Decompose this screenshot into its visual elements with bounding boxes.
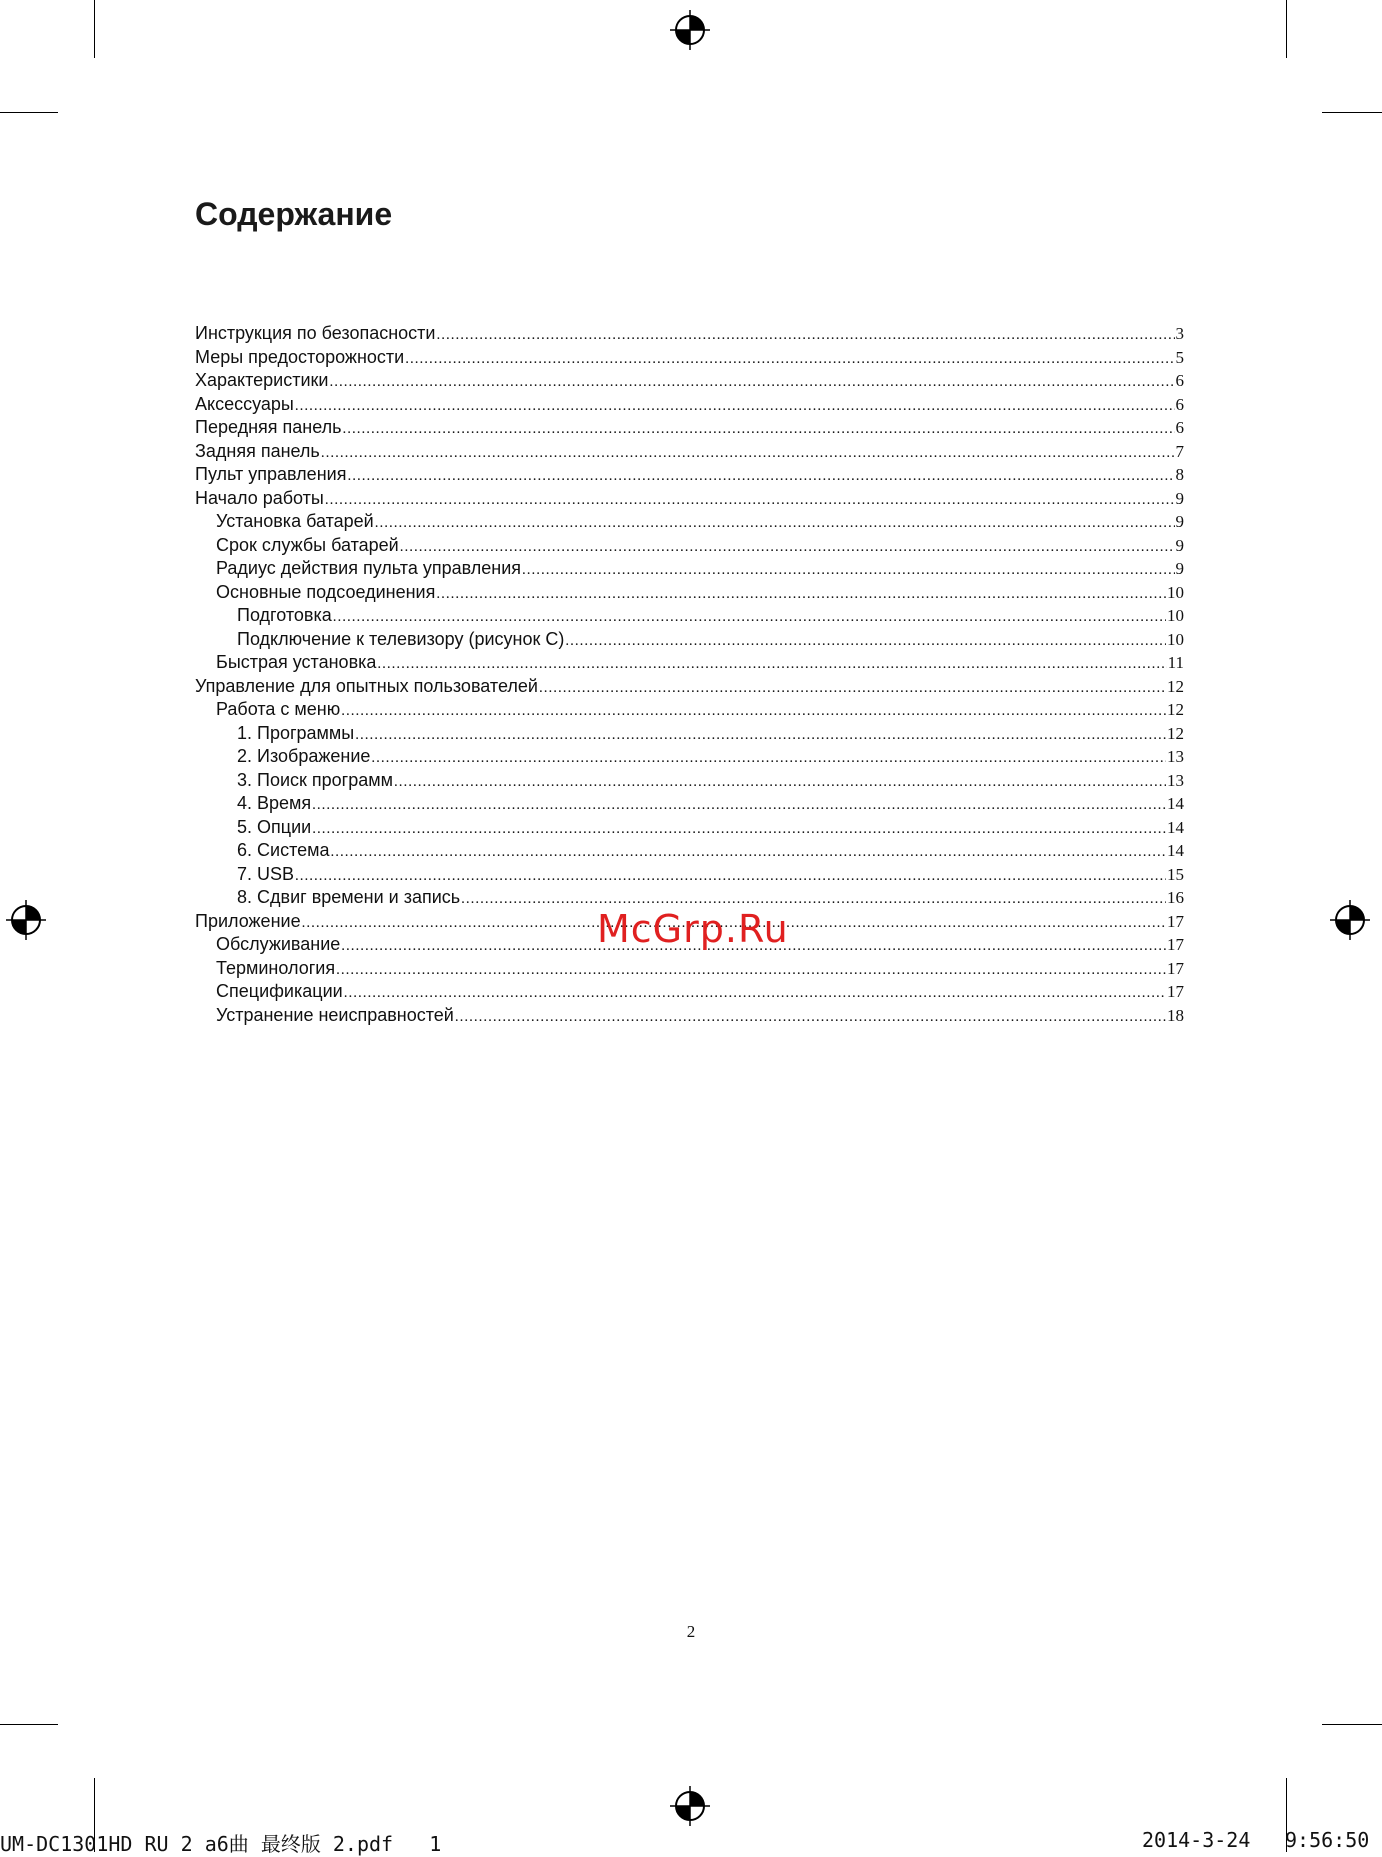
footer-date: 2014-3-24 [1142,1828,1251,1852]
toc-leader-dots [344,982,1166,1006]
toc-entry-page: 12 [1167,723,1184,743]
toc-entry-label: Передняя панель [195,417,342,437]
toc-entry-label: Основные подсоединения [216,581,436,602]
toc-leader-dots [295,395,1175,419]
toc-entry-page: 9 [1175,512,1184,531]
toc-entry-label: 4. Время [237,793,312,813]
toc-entry-page: 9 [1175,559,1184,578]
toc-entry-page: 6 [1175,418,1184,437]
toc-leader-dots [325,489,1175,513]
toc-entry[interactable] [195,980,1184,1004]
toc-entry[interactable] [195,581,1184,605]
toc-entry-label: 7. USB [237,863,295,884]
toc-leader-dots [355,724,1166,748]
toc-entry[interactable] [195,792,1184,816]
toc-entry[interactable] [195,957,1184,981]
toc-entry-page: 12 [1167,700,1184,719]
toc-entry-label: 6. Система [237,840,330,860]
toc-entry-label: 2. Изображение [237,746,371,766]
toc-entry[interactable] [195,322,1184,346]
toc-leader-dots [329,371,1174,395]
toc-entry-label: Спецификации [216,981,343,1001]
toc-entry[interactable] [195,769,1184,793]
toc-leader-dots [539,677,1166,701]
toc-entry[interactable] [195,416,1184,440]
toc-leader-dots [400,536,1175,560]
toc-entry-label: 3. Поиск программ [237,769,393,790]
toc-entry[interactable] [195,557,1184,581]
toc-leader-dots [436,583,1166,607]
toc-entry-page: 18 [1167,1005,1184,1025]
toc-leader-dots [461,888,1166,912]
toc-entry[interactable] [195,722,1184,746]
toc-entry-page: 17 [1167,982,1184,1001]
footer-time: 9:56:50 [1285,1828,1370,1852]
toc-leader-dots [371,747,1166,771]
toc-entry-label: Подготовка [237,605,332,625]
toc-leader-dots [375,512,1175,536]
toc-entry-page: 17 [1167,935,1184,954]
toc-leader-dots [522,559,1174,583]
page-title: Содержание [195,196,393,232]
toc-entry-page: 13 [1167,747,1184,766]
toc-entry-page: 17 [1167,911,1184,931]
toc-entry-page: 16 [1167,888,1184,907]
toc-entry[interactable] [195,886,1184,910]
toc-entry-label: Задняя панель [195,440,320,461]
toc-entry-page: 15 [1167,864,1184,884]
registration-mark-right-icon [1328,898,1372,942]
toc-entry[interactable] [195,863,1184,887]
crop-mark-top-left-h [0,112,58,113]
toc-leader-dots [341,700,1166,724]
toc-entry-page: 6 [1175,394,1184,414]
toc-entry-label: Меры предосторожности [195,346,405,367]
toc-entry[interactable] [195,816,1184,840]
toc-entry-label: Устранение неисправностей [216,1004,454,1025]
toc-entry[interactable] [195,369,1184,393]
toc-entry[interactable] [195,1004,1184,1028]
toc-entry-page: 9 [1175,535,1184,555]
toc-entry-label: 5. Опции [237,816,312,837]
toc-entry[interactable] [195,487,1184,511]
toc-leader-dots [295,865,1166,889]
toc-entry-page: 8 [1175,465,1184,484]
crop-mark-top-left-v [94,0,95,58]
toc-entry[interactable] [195,393,1184,417]
toc-entry[interactable] [195,628,1184,652]
toc-entry-page: 10 [1167,582,1184,602]
toc-entry-label: Характеристики [195,370,329,390]
toc-entry-page: 12 [1167,676,1184,696]
footer-file-info: UM-DC1301HD RU 2 a6曲 最终版 2.pdf 1 [0,1832,442,1856]
watermark: McGrp.Ru [597,907,789,951]
toc-leader-dots [377,653,1166,677]
toc-entry-page: 13 [1167,770,1184,790]
toc-entry-label: Начало работы [195,487,324,508]
toc-entry-label: Обслуживание [216,934,341,954]
toc-entry-label: Работа с меню [216,699,341,719]
crop-mark-top-right-h [1322,112,1382,113]
page-number: 2 [686,1622,696,1641]
toc-entry[interactable] [195,745,1184,769]
crop-mark-bottom-left-h [0,1724,58,1725]
toc-entry-page: 3 [1175,324,1184,343]
toc-entry[interactable] [195,839,1184,863]
toc-entry-label: Установка батарей [216,511,374,531]
toc-leader-dots [331,841,1166,865]
toc-entry-page: 14 [1167,841,1184,860]
toc-entry[interactable] [195,510,1184,534]
toc-entry-label: Приложение [195,910,301,931]
toc-entry[interactable] [195,698,1184,722]
toc-entry-label: Управление для опытных пользователей [195,675,538,696]
toc-entry-label: Подключение к телевизору (рисунок С) [237,628,565,649]
toc-entry-label: Срок службы батарей [216,534,399,555]
crop-mark-top-right-v [1286,0,1287,58]
toc-entry-page: 6 [1175,371,1184,390]
registration-mark-top-icon [668,8,712,52]
toc-entry-label: Быстрая установка [216,652,377,672]
toc-entry[interactable] [195,463,1184,487]
toc-entry-page: 10 [1167,606,1184,625]
toc-entry[interactable] [195,534,1184,558]
registration-mark-bottom-icon [668,1784,712,1828]
crop-mark-bottom-right-h [1322,1724,1382,1725]
toc-leader-dots [394,771,1166,795]
toc-leader-dots [312,818,1166,842]
toc-entry-label: Аксессуары [195,393,294,414]
toc-leader-dots [436,324,1174,348]
toc-leader-dots [312,794,1166,818]
toc-entry-page: 10 [1167,629,1184,649]
toc-leader-dots [321,442,1175,466]
toc-leader-dots [565,630,1166,654]
toc-entry-label: 8. Сдвиг времени и запись [237,887,461,907]
toc-entry-page: 14 [1167,794,1184,813]
toc-leader-dots [336,959,1166,983]
toc-entry-page: 9 [1175,488,1184,508]
toc-entry-label: Радиус действия пульта управления [216,558,522,578]
toc-leader-dots [343,418,1175,442]
toc-entry[interactable] [195,440,1184,464]
toc-entry[interactable] [195,604,1184,628]
toc-entry-page: 17 [1167,958,1184,978]
toc-entry-page: 14 [1167,817,1184,837]
registration-mark-left-icon [4,898,48,942]
toc-entry[interactable] [195,346,1184,370]
toc-leader-dots [455,1006,1166,1030]
toc-leader-dots [405,348,1174,372]
toc-entry-page: 11 [1167,653,1184,672]
toc-entry-label: Инструкция по безопасности [195,323,436,343]
toc-leader-dots [347,465,1174,489]
toc-entry-label: 1. Программы [237,722,355,743]
toc-entry[interactable] [195,651,1184,675]
toc-entry-page: 7 [1175,441,1184,461]
toc-entry-label: Терминология [216,957,336,978]
toc-entry-label: Пульт управления [195,464,347,484]
toc-entry[interactable] [195,675,1184,699]
toc-leader-dots [333,606,1166,630]
toc-entry-page: 5 [1175,347,1184,367]
